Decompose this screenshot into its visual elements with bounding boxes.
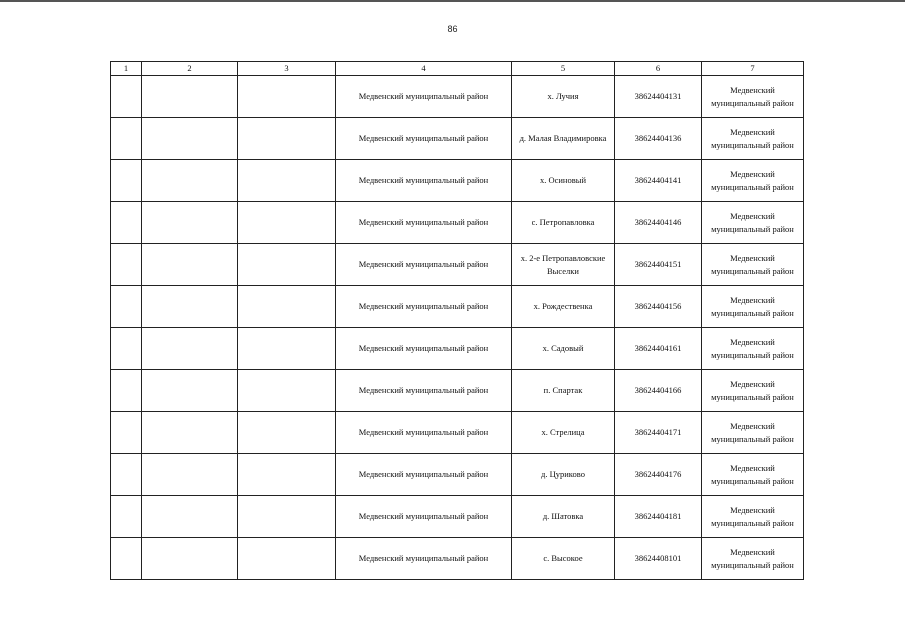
column-header: 3 [238,62,336,76]
cell-settlement: п. Спартак [512,370,615,412]
cell-district: Медвенский муниципальный район [336,454,512,496]
cell-municipality: Медвенский муниципальный район [702,160,804,202]
cell-municipality: Медвенский муниципальный район [702,202,804,244]
cell-col-3 [238,328,336,370]
cell-col-1 [111,328,142,370]
cell-col-3 [238,286,336,328]
cell-col-3 [238,538,336,580]
cell-district: Медвенский муниципальный район [336,202,512,244]
cell-col-2 [142,496,238,538]
cell-municipality: Медвенский муниципальный район [702,118,804,160]
column-header: 1 [111,62,142,76]
cell-district: Медвенский муниципальный район [336,328,512,370]
table-header-row [111,62,804,76]
cell-col-1 [111,370,142,412]
table-row [111,370,804,412]
top-scan-border [0,0,905,2]
cell-col-2 [142,370,238,412]
cell-col-2 [142,286,238,328]
column-header: 7 [702,62,804,76]
cell-col-3 [238,454,336,496]
cell-col-1 [111,160,142,202]
cell-district: Медвенский муниципальный район [336,160,512,202]
column-header: 4 [336,62,512,76]
cell-col-2 [142,76,238,118]
cell-settlement: д. Цуриково [512,454,615,496]
cell-code: 38624404166 [615,370,702,412]
cell-col-2 [142,412,238,454]
table-row [111,538,804,580]
table-row [111,202,804,244]
cell-col-1 [111,118,142,160]
table-row [111,496,804,538]
cell-settlement: с. Высокое [512,538,615,580]
cell-col-1 [111,202,142,244]
cell-col-2 [142,454,238,496]
cell-col-2 [142,160,238,202]
cell-municipality: Медвенский муниципальный район [702,76,804,118]
column-header: 6 [615,62,702,76]
cell-municipality: Медвенский муниципальный район [702,244,804,286]
cell-code: 38624404151 [615,244,702,286]
cell-municipality: Медвенский муниципальный район [702,370,804,412]
cell-col-1 [111,286,142,328]
cell-col-3 [238,370,336,412]
cell-col-3 [238,202,336,244]
table-row [111,160,804,202]
cell-col-1 [111,496,142,538]
cell-settlement: х. Рождественка [512,286,615,328]
cell-col-3 [238,76,336,118]
cell-municipality: Медвенский муниципальный район [702,328,804,370]
cell-col-1 [111,244,142,286]
cell-settlement: х. Стрелица [512,412,615,454]
cell-col-2 [142,328,238,370]
cell-district: Медвенский муниципальный район [336,496,512,538]
cell-code: 38624408101 [615,538,702,580]
settlements-table [110,61,804,580]
cell-municipality: Медвенский муниципальный район [702,412,804,454]
cell-settlement: д. Шатовка [512,496,615,538]
cell-settlement: х. Садовый [512,328,615,370]
page-number: 86 [447,24,458,34]
cell-col-2 [142,244,238,286]
cell-municipality: Медвенский муниципальный район [702,454,804,496]
cell-settlement: х. Осиновый [512,160,615,202]
cell-district: Медвенский муниципальный район [336,286,512,328]
cell-col-3 [238,160,336,202]
cell-code: 38624404146 [615,202,702,244]
cell-col-1 [111,454,142,496]
column-header: 5 [512,62,615,76]
cell-code: 38624404131 [615,76,702,118]
table-row [111,286,804,328]
cell-col-2 [142,118,238,160]
cell-col-3 [238,118,336,160]
table-row [111,118,804,160]
cell-municipality: Медвенский муниципальный район [702,286,804,328]
cell-settlement: д. Малая Владимировка [512,118,615,160]
cell-code: 38624404136 [615,118,702,160]
cell-col-1 [111,538,142,580]
cell-municipality: Медвенский муниципальный район [702,538,804,580]
column-header: 2 [142,62,238,76]
cell-code: 38624404181 [615,496,702,538]
table-row [111,412,804,454]
cell-district: Медвенский муниципальный район [336,118,512,160]
cell-district: Медвенский муниципальный район [336,538,512,580]
cell-code: 38624404156 [615,286,702,328]
cell-district: Медвенский муниципальный район [336,412,512,454]
cell-settlement: х. 2-е Петропавловские Выселки [512,244,615,286]
cell-col-2 [142,538,238,580]
table-row [111,328,804,370]
cell-col-1 [111,76,142,118]
cell-code: 38624404141 [615,160,702,202]
cell-col-3 [238,412,336,454]
cell-district: Медвенский муниципальный район [336,370,512,412]
cell-code: 38624404171 [615,412,702,454]
table-row [111,454,804,496]
cell-col-3 [238,496,336,538]
cell-district: Медвенский муниципальный район [336,244,512,286]
table-row [111,244,804,286]
table-row [111,76,804,118]
cell-col-2 [142,202,238,244]
cell-col-1 [111,412,142,454]
cell-district: Медвенский муниципальный район [336,76,512,118]
cell-settlement: с. Петропавловка [512,202,615,244]
cell-code: 38624404176 [615,454,702,496]
cell-settlement: х. Лучия [512,76,615,118]
cell-municipality: Медвенский муниципальный район [702,496,804,538]
cell-code: 38624404161 [615,328,702,370]
cell-col-3 [238,244,336,286]
